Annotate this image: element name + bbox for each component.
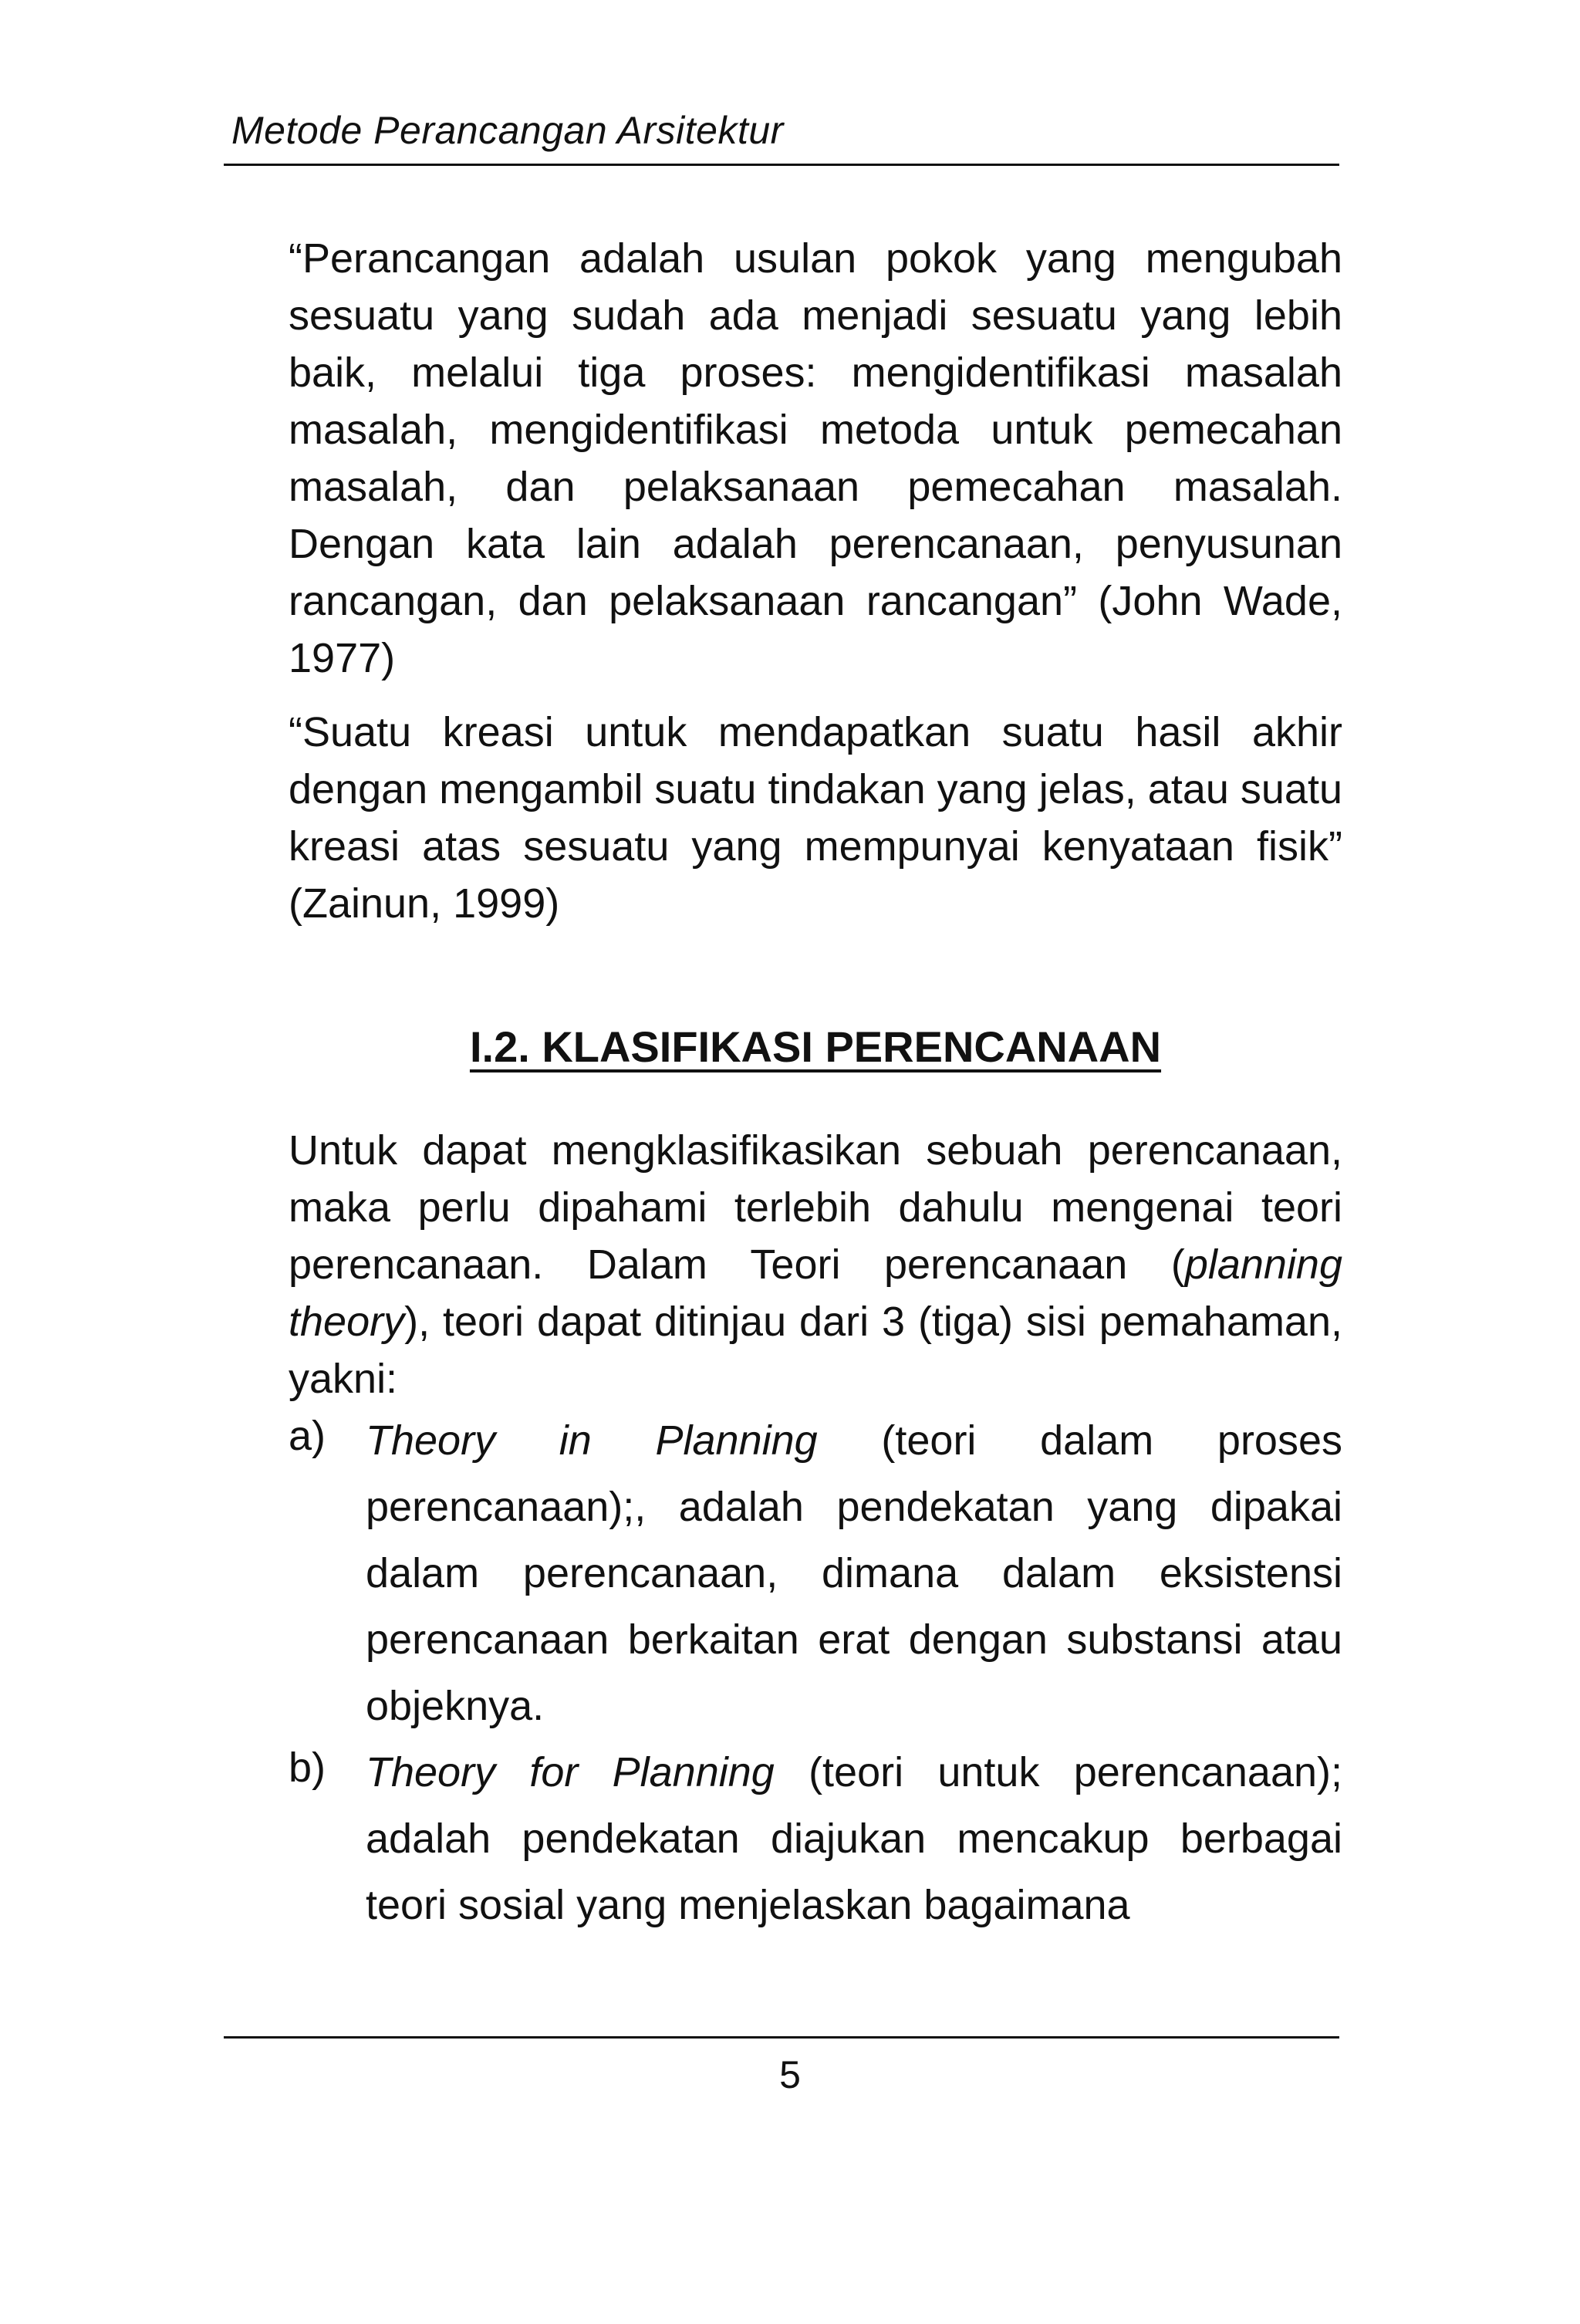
intro-text-2: ), teori dapat ditinjau dari 3 (tiga) sisi pemahaman, yakni: [289, 1299, 1342, 1402]
running-header: Metode Perancangan Arsitektur [231, 109, 784, 152]
list-marker: b) [289, 1745, 326, 1791]
section-intro [289, 1122, 1342, 1407]
quote-zainun: “Suatu kreasi untuk mendapatkan suatu hasil akhir dengan mengambil suatu tindakan yang jelas, atau suatu kreasi atas sesuatu yang mempunyai kenyataan fisik” (Zainun, 1999) [289, 709, 1342, 927]
list-description: (teori untuk perencanaan); adalah pendekatan diajukan mencakup berbagai teori sosial yang menjelaskan bagaimana [366, 1749, 1342, 1928]
header-rule [224, 164, 1339, 166]
intro-text-1: Untuk dapat mengklasifikasikan sebuah perencanaan, maka perlu dipahami terlebih dahulu mengenai teori perencanaan. Dalam Teori perencanaan ( [289, 1127, 1342, 1288]
list-item [289, 1739, 1342, 1938]
list-term: Theory for Planning [366, 1749, 775, 1795]
list-text [366, 1739, 1342, 1938]
page-content [289, 230, 1342, 1938]
list-item [289, 1407, 1342, 1739]
list-term: Theory in Planning [366, 1417, 818, 1464]
footer-rule [224, 2036, 1339, 2039]
intro-italic-term: planning theory [289, 1241, 1342, 1345]
page-number: 5 [779, 2053, 801, 2096]
quote-john-wade: “Perancangan adalah usulan pokok yang mengubah sesuatu yang sudah ada menjadi sesuatu yang lebih baik, melalui tiga proses: mengidentifikasi masalah masalah, mengidentifikasi metoda untuk pemecahan masalah, dan pelaksanaan pemecahan masalah. Dengan kata lain adalah perencanaan, penyusunan rancangan, dan pelaksanaan rancangan” (John Wade, 1977) [289, 235, 1342, 681]
section-heading: I.2. KLASIFIKASI PERENCANAAN [469, 1022, 1162, 1071]
list-marker: a) [289, 1413, 326, 1459]
list-text [366, 1407, 1342, 1739]
list-description: (teori dalam proses perencanaan);, adalah pendekatan yang dipakai dalam perencanaan, dimana dalam eksistensi perencanaan berkaitan erat dengan substansi atau objeknya. [366, 1417, 1342, 1729]
